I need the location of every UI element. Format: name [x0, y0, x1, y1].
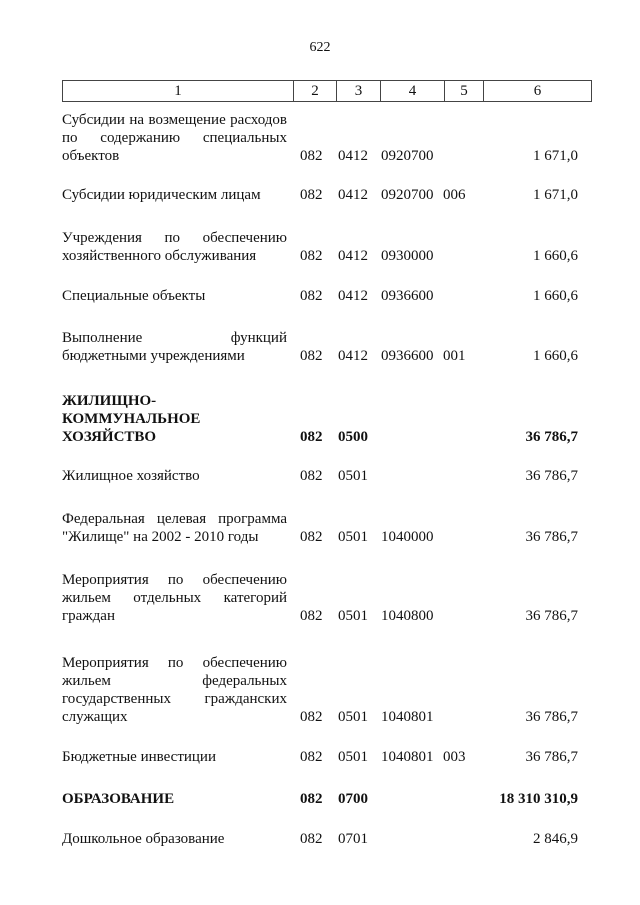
table-row	[62, 111, 592, 165]
row-c3: 0412	[338, 187, 368, 203]
row-c3: 0501	[338, 608, 368, 624]
row-c4: 0936600	[381, 348, 434, 364]
row-c6: 36 786,7	[525, 709, 578, 725]
header-col-4: 4	[381, 81, 445, 101]
row-c3: 0700	[338, 791, 368, 807]
row-c6: 1 671,0	[533, 187, 578, 203]
row-c3: 0412	[338, 148, 368, 164]
row-c4: 0920700	[381, 187, 434, 203]
row-description: Жилищное хозяйство	[62, 468, 200, 484]
row-c3: 0701	[338, 831, 368, 847]
table-row	[62, 287, 592, 305]
row-c3: 0500	[338, 429, 368, 445]
row-c2: 082	[300, 468, 323, 484]
row-c2: 082	[300, 831, 323, 847]
table-row	[62, 510, 592, 546]
row-description: Бюджетные инвестиции	[62, 749, 216, 765]
row-c2: 082	[300, 288, 323, 304]
header-col-2: 2	[294, 81, 337, 101]
row-c6: 36 786,7	[525, 429, 578, 445]
row-c6: 1 660,6	[533, 288, 578, 304]
row-c6: 36 786,7	[525, 749, 578, 765]
header-col-1: 1	[63, 81, 294, 101]
row-c2: 082	[300, 608, 323, 624]
row-c2: 082	[300, 791, 323, 807]
header-col-5: 5	[445, 81, 484, 101]
row-c3: 0501	[338, 529, 368, 545]
row-c6: 1 671,0	[533, 148, 578, 164]
row-c3: 0501	[338, 749, 368, 765]
row-c4: 0930000	[381, 248, 434, 264]
row-description: ЖИЛИЩНО-КОММУНАЛЬНОЕ ХОЗЯЙСТВО	[62, 393, 201, 445]
row-description: Учреждения по обеспечению хозяйственного обслуживания	[62, 230, 287, 264]
row-c2: 082	[300, 348, 323, 364]
table-row	[62, 467, 592, 485]
row-c4: 1040801	[381, 749, 434, 765]
row-c6: 2 846,9	[533, 831, 578, 847]
row-c3: 0412	[338, 248, 368, 264]
page-number: 622	[309, 40, 331, 55]
row-c5: 003	[443, 749, 466, 765]
row-c6: 36 786,7	[525, 608, 578, 624]
row-description: Мероприятия по обеспечению жильем отдельных категорий граждан	[62, 572, 287, 624]
row-c6: 36 786,7	[525, 529, 578, 545]
table-row	[62, 748, 592, 766]
row-description: Выполнение функций бюджетными учреждениями	[62, 330, 287, 364]
table-row	[62, 654, 592, 726]
row-description: Субсидии юридическим лицам	[62, 187, 261, 203]
row-c6: 36 786,7	[525, 468, 578, 484]
row-c2: 082	[300, 749, 323, 765]
row-c3: 0501	[338, 468, 368, 484]
row-c4: 0920700	[381, 148, 434, 164]
row-c3: 0501	[338, 709, 368, 725]
header-col-6: 6	[533, 83, 542, 99]
table-row	[62, 790, 592, 808]
table-row	[62, 229, 592, 265]
row-c4: 0936600	[381, 288, 434, 304]
table-header	[62, 80, 592, 102]
row-description: ОБРАЗОВАНИЕ	[62, 791, 175, 807]
row-c3: 0412	[338, 288, 368, 304]
row-c2: 082	[300, 429, 323, 445]
row-c6: 1 660,6	[533, 348, 578, 364]
row-c5: 001	[443, 348, 466, 364]
row-c6: 18 310 310,9	[499, 791, 578, 807]
table-row	[62, 186, 592, 204]
row-c4: 1040800	[381, 608, 434, 624]
table-row	[62, 571, 592, 625]
header-col-3: 3	[337, 81, 381, 101]
row-description: Специальные объекты	[62, 288, 206, 304]
row-c2: 082	[300, 187, 323, 203]
row-description: Федеральная целевая программа "Жилище" на 2002 - 2010 годы	[62, 511, 287, 545]
row-c3: 0412	[338, 348, 368, 364]
row-description: Дошкольное образование	[62, 831, 225, 847]
row-c2: 082	[300, 709, 323, 725]
table-row	[62, 329, 592, 365]
table-row	[62, 392, 592, 446]
row-description: Мероприятия по обеспечению жильем федеральных государственных гражданских служащих	[62, 655, 287, 725]
row-c2: 082	[300, 248, 323, 264]
row-c2: 082	[300, 148, 323, 164]
row-description: Субсидии на возмещение расходов по содержанию специальных объектов	[62, 112, 287, 164]
row-c5: 006	[443, 187, 466, 203]
row-c2: 082	[300, 529, 323, 545]
row-c4: 1040801	[381, 709, 434, 725]
row-c4: 1040000	[381, 529, 434, 545]
row-c6: 1 660,6	[533, 248, 578, 264]
table-row	[62, 830, 592, 848]
